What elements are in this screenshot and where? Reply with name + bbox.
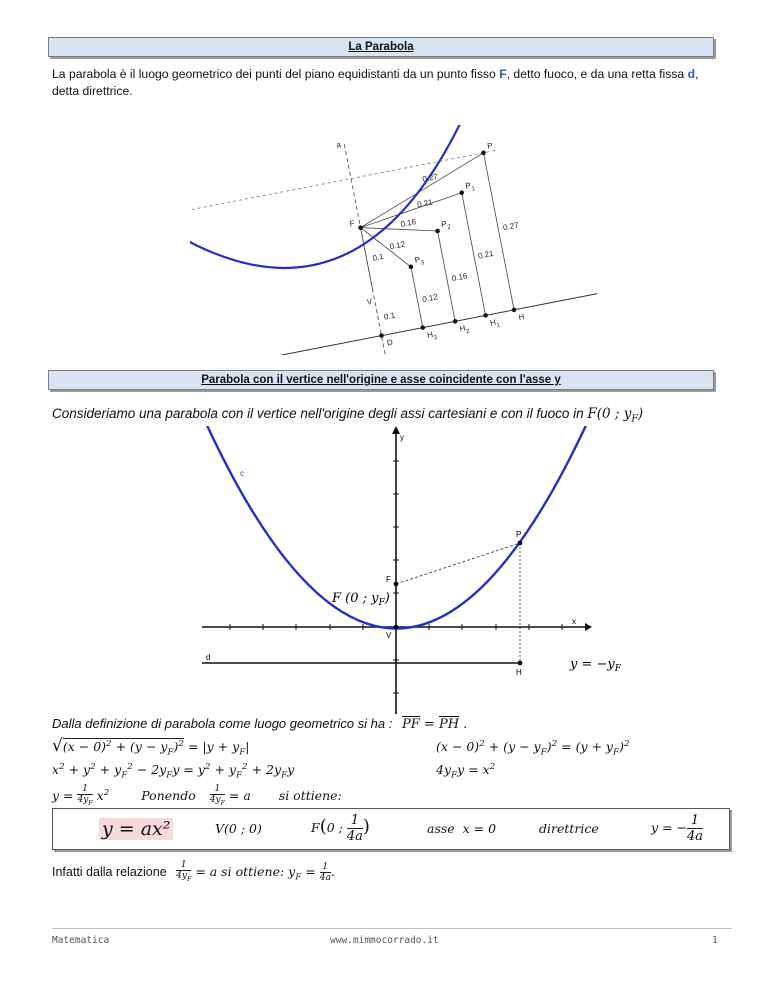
point-p1 (459, 190, 464, 195)
label-p: P (486, 141, 494, 151)
focus-eq: F(0 ; $\frac{1}{4a}$ ) (311, 813, 370, 844)
section-title-la-parabola (48, 37, 714, 57)
point-h1 (483, 313, 488, 318)
point-v-2 (394, 625, 399, 630)
infatti-line: Infatti dalla relazione $\frac{1}{4y_F}$ = a si ottiene: $y_F$ = $\frac{1}{4a}$ . (52, 860, 335, 883)
axis-eq: asse x = 0 (427, 821, 497, 836)
consider-text: Consideriamo una parabola con il vertice nell'origine degli assi cartesiani e con il fuoco in (52, 406, 588, 421)
intro-text-1: La parabola è il luogo geometrico dei punti del piano equidistanti da un punto fisso (52, 67, 500, 81)
infatti-mid: = a si ottiene: y (195, 863, 296, 879)
label-h1: $H_1$ (489, 317, 501, 330)
directrix-math-label: $y = -y_F$ (570, 657, 621, 674)
footer-subject: Matematica (52, 935, 110, 946)
section-title-text-2: Parabola con il vertice nell'origine e asse coincidente con l'asse y (201, 374, 561, 386)
label-d-2: d (206, 653, 211, 662)
dashed-top-line (190, 150, 498, 213)
footer-divider (52, 928, 732, 929)
section-title-text: La Parabola (348, 41, 414, 53)
segment-pf-dashed (396, 543, 520, 584)
point-p (481, 150, 486, 155)
intro-keyword-f: F (499, 67, 507, 81)
point-h-2 (518, 661, 523, 666)
directrix-eq: y = − $\frac{1}{4a}$ (651, 813, 703, 844)
label-p2: $P_2$ (440, 219, 452, 232)
measure-fp3: 0.12 (388, 239, 406, 252)
focus-math-label: F (0 ; $y_F$) (332, 591, 390, 608)
intro-text-2: , detto fuoco, e da una retta fissa (506, 67, 688, 81)
intro-keyword-d: d (687, 67, 696, 81)
figure-cartesian-parabola (200, 426, 768, 716)
equation-right-1: $(x - 0)^2 + (y - y_F)^2 = (y + y_F)^2$ (436, 739, 630, 758)
parabola-curve-1 (190, 125, 552, 295)
section-title-vertice-origine (48, 370, 714, 390)
label-v-2: V (386, 631, 392, 640)
measure-fp: 0.27 (421, 172, 439, 184)
point-f-2 (394, 582, 399, 587)
infatti-text: Infatti dalla relazione (52, 864, 167, 879)
definition-sentence: Dalla definizione di parabola come luogo geometrico si ha : $\overline{PF} = \overline{PH}$ . (52, 716, 468, 732)
equation-ponendo-line: y = $\frac{1}{4y_F}$ $x^2$ Ponendo $\frac{1}{4y_F}$ = a si ottiene: (52, 784, 342, 807)
measure-fp2: 0.16 (399, 217, 417, 229)
intro-text-3: , detta direttrice. (52, 67, 699, 98)
label-c: c (240, 469, 244, 478)
point-p-2 (518, 541, 523, 546)
directrix-line (215, 294, 598, 355)
label-h2: $H_2$ (458, 323, 471, 336)
label-h-2: H (516, 668, 522, 677)
label-p-2: P (516, 530, 522, 539)
footer-page-number: 1 (712, 935, 718, 946)
vertex-eq: V(0 ; 0) (215, 821, 262, 836)
measure-fv: 0.1 (371, 251, 385, 263)
measure-p3h3: 0.12 (421, 292, 439, 305)
eq-a: = a (228, 787, 251, 803)
result-box (52, 808, 730, 850)
measure-p1h1: 0.21 (477, 248, 495, 261)
point-p2 (435, 228, 440, 233)
ponendo-word: Ponendo (141, 787, 196, 803)
definition-text: Dalla definizione di parabola come luogo geometrico si ha : (52, 716, 393, 731)
label-h3: $H_3$ (426, 329, 438, 342)
x-axis-arrow (585, 623, 592, 631)
equation-left-2: $x^2 + y^2 + y_F^2 - 2y_Fy = y^2 + y_F^2 + 2y_Fy$ (52, 762, 295, 781)
segment-fv (361, 228, 373, 292)
direttrice-label: direttrice (539, 821, 599, 836)
point-h3 (420, 325, 425, 330)
si-ottiene-word: si ottiene: (278, 787, 342, 803)
label-p3: $P_3$ (413, 254, 425, 267)
definition-math: $\overline{PF}$ (402, 717, 420, 732)
point-d (379, 333, 384, 338)
label-y: y (400, 433, 404, 442)
equation-right-2: $4y_Fy = x^2$ (436, 762, 496, 781)
footer-website[interactable]: www.mimmocorrado.it (330, 935, 439, 946)
label-d-point: D (386, 337, 394, 348)
label-v: V (366, 296, 373, 307)
label-p1: $P_1$ (464, 180, 476, 193)
label-f: F (348, 218, 356, 229)
label-h: H (517, 312, 526, 323)
measure-p2h2: 0.16 (451, 271, 469, 284)
y-axis-arrow (392, 426, 400, 434)
measure-vd: 0.1 (383, 310, 396, 322)
measure-fp1: 0.21 (416, 197, 434, 210)
consider-math: F(0 ; $y_F$) (587, 406, 644, 425)
label-a: a (335, 139, 342, 150)
main-equation: y = ax² (99, 818, 173, 840)
equation-left-1: $√(x - 0)^2 + (y - y_F)^2 = |y + y_F|$ (52, 736, 250, 758)
consider-sentence (52, 406, 643, 425)
intro-paragraph (52, 66, 722, 100)
point-h (511, 307, 516, 312)
point-h2 (452, 319, 457, 324)
figure-parabola-construction (190, 125, 610, 355)
label-f-2: F (386, 575, 391, 584)
label-x: x (572, 617, 576, 626)
measure-ph: 0.27 (502, 220, 520, 233)
segment-ph (484, 153, 515, 310)
